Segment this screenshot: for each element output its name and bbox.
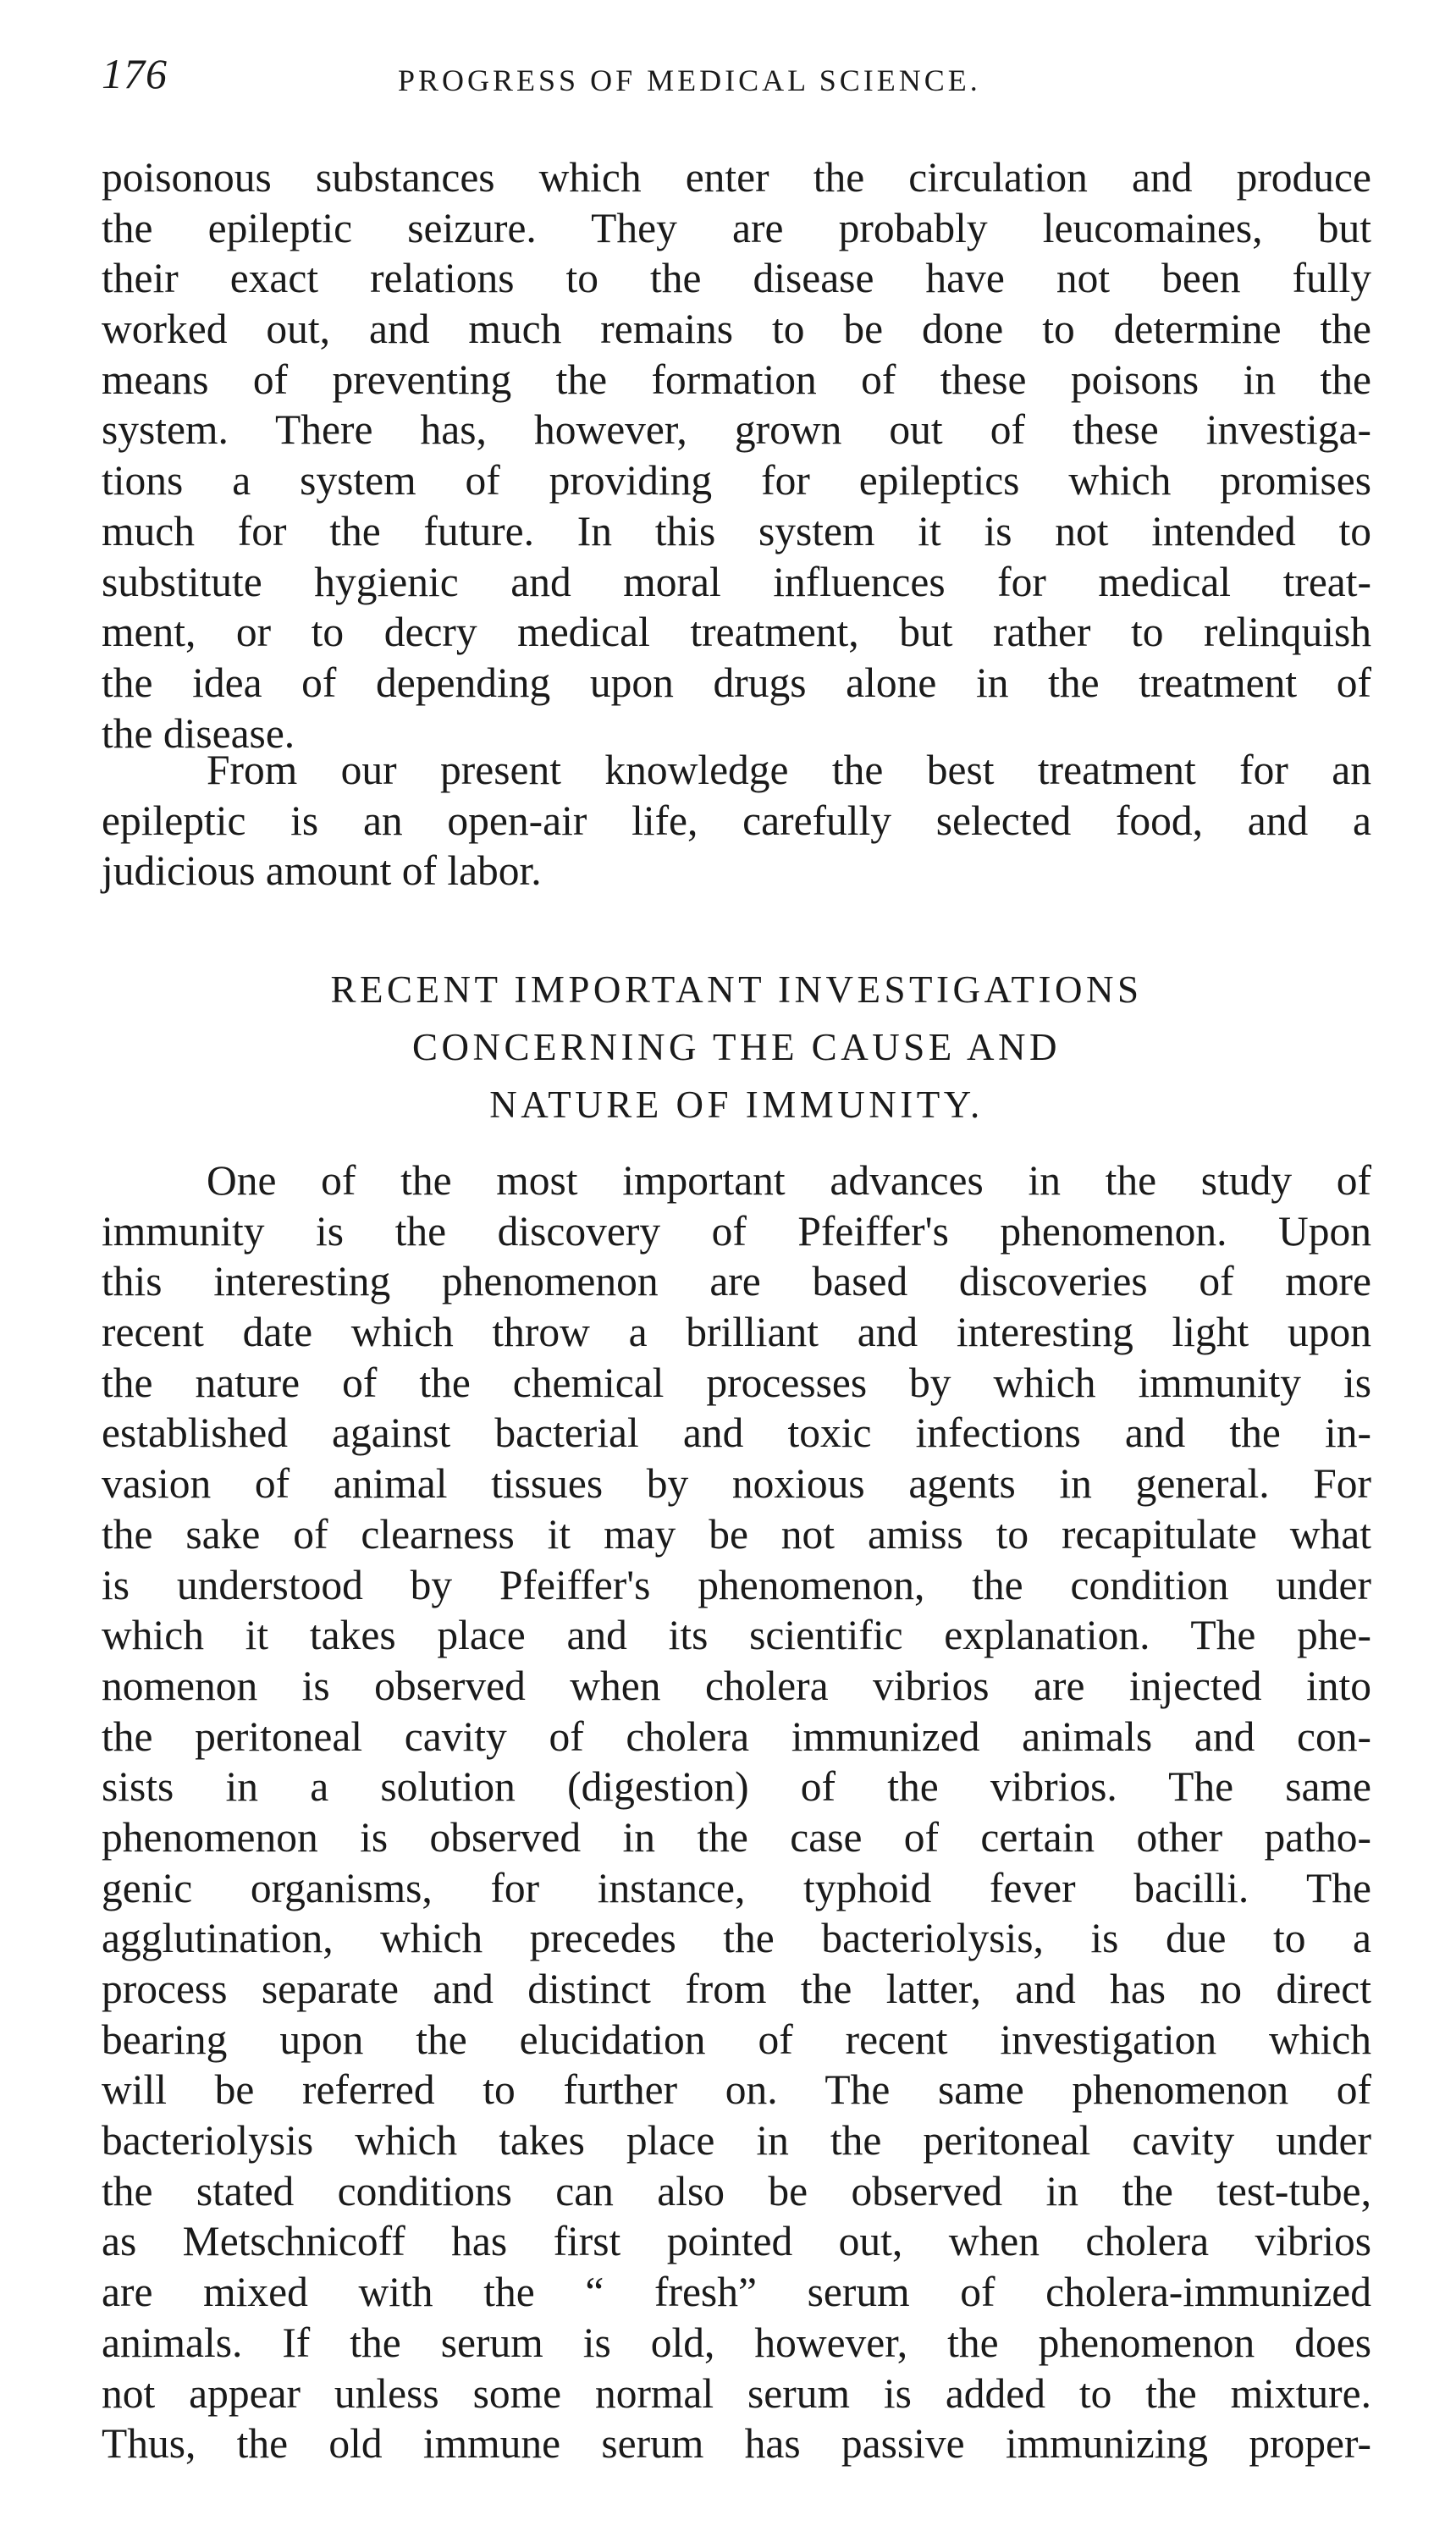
text-line: One of the most important advances in the study of [207,1157,1371,1204]
paragraph-2 [102,745,1371,896]
text-line: substitute hygienic and moral influences for medical treat- [102,558,1371,605]
section-heading [102,961,1371,1133]
text-line: is understood by Pfeiffer's phenomenon, the condition under [102,1561,1371,1608]
text-line: tions a system of providing for epileptics which promises [102,457,1371,505]
text-line: are mixed with the “ fresh” serum of cholera-immunized [102,2269,1371,2316]
text-line: the peritoneal cavity of cholera immunized animals and con- [102,1712,1371,1760]
text-line: not appear unless some normal serum is added to the mixture. [102,2369,1371,2417]
text-line: the stated conditions can also be observed in the test-tube, [102,2167,1371,2214]
text-line: the epileptic seizure. They are probably leucomaines, but [102,204,1371,251]
text-line: phenomenon is observed in the case of certain other patho- [102,1813,1371,1861]
text-line: Thus, the old immune serum has passive immunizing proper- [102,2420,1371,2468]
text-line: judicious amount of labor. [102,847,542,895]
text-line: nomenon is observed when cholera vibrios are injected into [102,1662,1371,1709]
heading-line: RECENT IMPORTANT INVESTIGATIONS [330,968,1143,1011]
text-line: genic organisms, for instance, typhoid fever bacilli. The [102,1864,1371,1911]
text-line: will be referred to further on. The same phenomenon of [102,2066,1371,2114]
text-line: From our present knowledge the best treatment for an [207,747,1371,793]
text-line: the nature of the chemical processes by which immunity is [102,1359,1371,1406]
text-line: recent date which throw a brilliant and interesting light upon [102,1309,1371,1356]
text-line: established against bacterial and toxic infections and the in- [102,1409,1371,1457]
text-line: vasion of animal tissues by noxious agents in general. For [102,1460,1371,1508]
text-line: epileptic is an open-air life, carefully selected food, and a [102,797,1371,844]
text-line: which it takes place and its scientific explanation. The phe- [102,1612,1371,1659]
text-line: animals. If the serum is old, however, the phenomenon does [102,2319,1371,2366]
page-number: 176 [102,50,168,97]
text-line: worked out, and much remains to be done to determine the [102,306,1371,353]
text-line: immunity is the discovery of Pfeiffer's phenomenon. Upon [102,1207,1371,1255]
running-head [102,49,1388,117]
paragraph-1 [102,152,1371,758]
text-line: their exact relations to the disease have not been fully [102,255,1371,302]
text-line: this interesting phenomenon are based discoveries of more [102,1258,1371,1305]
text-line: bacteriolysis which takes place in the peritoneal cavity under [102,2117,1371,2165]
heading-line: CONCERNING THE CAUSE AND [412,1026,1061,1068]
text-line: poisonous substances which enter the circulation and produce [102,154,1371,201]
heading-line: NATURE OF IMMUNITY. [489,1084,984,1126]
text-line: sists in a solution (digestion) of the vibrios. The same [102,1763,1371,1811]
text-line: the sake of clearness it may be not amiss to recapitulate what [102,1510,1371,1558]
text-line: as Metschnicoff has first pointed out, when cholera vibrios [102,2218,1371,2265]
text-line: means of preventing the formation of these poisons in the [102,356,1371,403]
text-line: bearing upon the elucidation of recent investigation which [102,2016,1371,2063]
text-line: the disease. [102,709,295,757]
text-line: the idea of depending upon drugs alone in the treatment of [102,659,1371,706]
section-paragraph [102,1155,1371,2469]
text-line: ment, or to decry medical treatment, but rather to relinquish [102,609,1371,656]
text-line: much for the future. In this system it is not intended to [102,507,1371,554]
text-line: agglutination, which precedes the bacteriolysis, is due to a [102,1915,1371,1962]
running-title: PROGRESS OF MEDICAL SCIENCE. [398,63,981,97]
text-line: process separate and distinct from the latter, and has no direct [102,1966,1371,2012]
text-line: system. There has, however, grown out of these investiga- [102,406,1371,454]
